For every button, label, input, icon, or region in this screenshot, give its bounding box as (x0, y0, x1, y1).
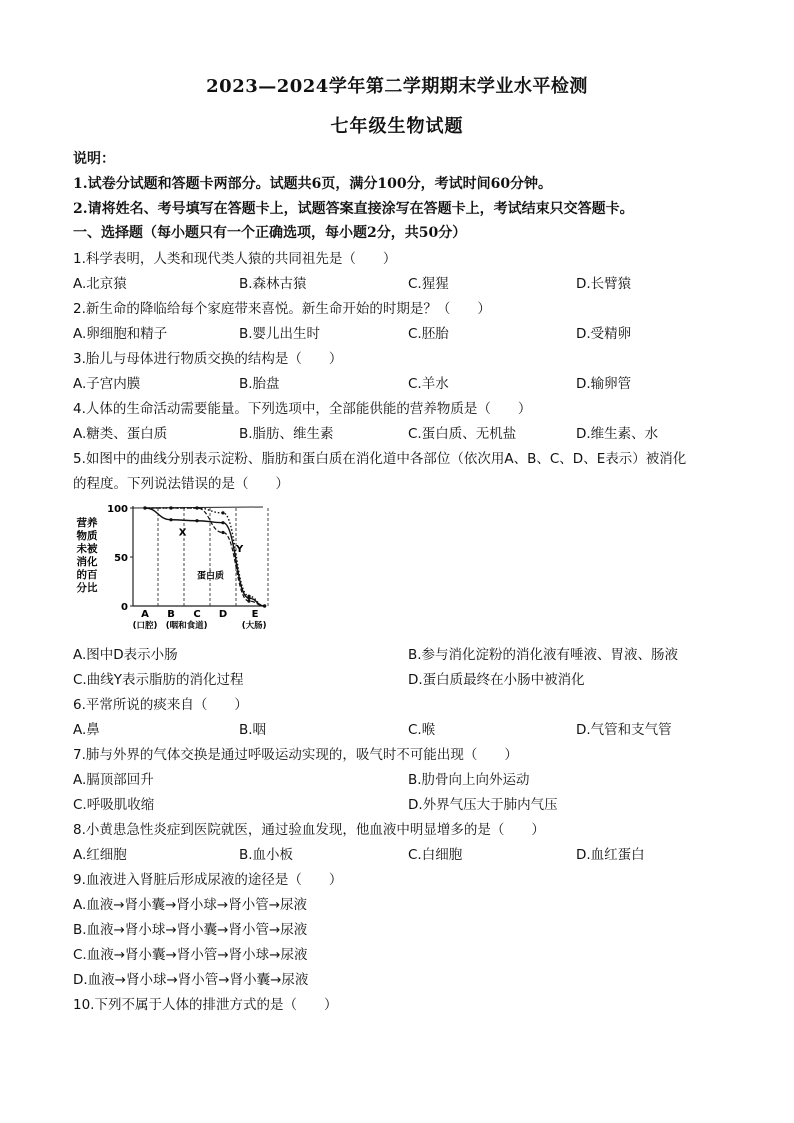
option: C.喉 (408, 722, 436, 738)
option: D.长臂猿 (576, 276, 632, 292)
option: B.参与消化淀粉的消化液有唾液、胃液、肠液 (408, 647, 679, 663)
option: A.鼻 (73, 722, 100, 738)
series-label: Y (236, 544, 244, 556)
option: C.蛋白质、无机盐 (408, 426, 517, 442)
instruction-item-1: 1.试卷分试题和答题卡两部分。试题共6页，满分100分，考试时间60分钟。 (73, 176, 553, 192)
data-point (247, 595, 250, 598)
ylabel-text: 物质 (76, 530, 98, 542)
section-heading: 一、选择题（每小题只有一个正确选项，每小题2分，共50分） (73, 225, 467, 241)
option: B.肋骨向上向外运动 (408, 772, 530, 788)
ylabel-text: 消化 (76, 556, 98, 568)
option: A.糖类、蛋白质 (73, 426, 168, 442)
page-title: 2023—2024学年第二学期期末学业水平检测 (206, 76, 588, 97)
option: D.气管和支气管 (576, 722, 672, 738)
data-point (195, 519, 198, 522)
data-point (221, 511, 224, 514)
instruction-item-2: 2.请将姓名、考号填写在答题卡上，试题答案直接涂写在答题卡上，考试结束只交答题卡。 (73, 201, 634, 217)
question-stem: 1.科学表明，人类和现代类人猿的共同祖先是（ ） (73, 251, 397, 267)
option: C.白细胞 (408, 847, 463, 863)
data-point (221, 531, 224, 534)
chart-ticks (107, 504, 133, 613)
option: B.血液→肾小球→肾小囊→肾小管→尿液 (73, 922, 308, 938)
x-tick-label: B (167, 609, 175, 620)
data-point (263, 604, 266, 607)
series-line (145, 508, 265, 606)
option: B.胎盘 (239, 376, 280, 392)
y-tick-label: 100 (107, 504, 128, 515)
series-line (145, 508, 265, 606)
option: B.脂肪、维生素 (239, 426, 334, 442)
data-point (195, 506, 198, 509)
ylabel-text: 的百 (76, 569, 98, 581)
y-tick-label: 0 (121, 602, 128, 613)
option: C.血液→肾小囊→肾小管→肾小球→尿液 (73, 947, 308, 963)
option: A.卵细胞和精子 (73, 326, 168, 342)
page-subtitle: 七年级生物试题 (330, 116, 464, 137)
question-stem: 7.肺与外界的气体交换是通过呼吸运动实现的，吸气时不可能出现（ ） (73, 747, 518, 763)
option: D.蛋白质最终在小肠中被消化 (408, 672, 585, 688)
option: A.膈顶部回升 (73, 772, 154, 788)
option: C.猩猩 (408, 276, 449, 292)
option: D.输卵管 (576, 376, 632, 392)
x-tick-label: C (193, 609, 201, 620)
data-point (143, 506, 146, 509)
series-label: 蛋白质 (197, 571, 225, 582)
x-note-label: (口腔) (132, 621, 158, 631)
digestion-chart (73, 498, 273, 634)
x-note-label: (大肠) (241, 621, 267, 631)
question-stem: 6.平常所说的痰来自（ ） (73, 697, 248, 713)
option: D.血红蛋白 (576, 847, 645, 863)
data-point (169, 506, 172, 509)
chart-xlabels (133, 609, 267, 631)
question-stem: 3.胎儿与母体进行物质交换的结构是（ ） (73, 351, 343, 367)
option: A.北京猿 (73, 276, 127, 292)
data-point (247, 600, 250, 603)
option: B.咽 (239, 722, 267, 738)
question-stem: 5.如图中的曲线分别表示淀粉、脂肪和蛋白质在消化道中各部位（依次用A、B、C、D、E表示）被消化 (73, 451, 687, 467)
x-tick-label: E (251, 609, 259, 620)
x-tick-label: D (218, 609, 228, 620)
data-point (221, 521, 224, 524)
option: B.森林古猿 (239, 276, 307, 292)
question-stem: 8.小黄患急性炎症到医院就医，通过验血发现，他血液中明显增多的是（ ） (73, 822, 545, 838)
question-stem: 9.血液进入肾脏后形成尿液的途径是（ ） (73, 872, 343, 888)
series-label: X (178, 527, 187, 539)
option: C.羊水 (408, 376, 449, 392)
option: D.外界气压大于肺内气压 (408, 797, 558, 813)
question-stem: 2.新生命的降临给每个家庭带来喜悦。新生命开始的时期是？（ ） (73, 301, 491, 317)
x-tick-label: A (141, 609, 149, 620)
option: C.呼吸肌收缩 (73, 797, 155, 813)
question-stem-continued: 的程度。下列说法错误的是（ ） (73, 476, 289, 492)
ylabel-text: 分比 (76, 582, 98, 594)
option: A.血液→肾小囊→肾小球→肾小管→尿液 (73, 897, 308, 913)
y-tick-label: 50 (114, 553, 128, 564)
instructions-label: 说明： (73, 151, 115, 167)
option: D.受精卵 (576, 326, 632, 342)
series-line (145, 508, 265, 606)
option: B.婴儿出生时 (239, 326, 321, 342)
question-stem: 10.下列不属于人体的排泄方式的是（ ） (73, 997, 338, 1013)
x-note-label: (咽和食道) (165, 621, 208, 631)
option: A.红细胞 (73, 847, 127, 863)
option: A.图中D表示小肠 (73, 647, 178, 663)
data-point (169, 518, 172, 521)
option: C.胚胎 (408, 326, 449, 342)
option: D.血液→肾小球→肾小管→肾小囊→尿液 (73, 972, 309, 988)
ylabel-text: 未被 (76, 543, 98, 555)
chart-ylabel (76, 516, 98, 594)
chart-series (143, 506, 266, 607)
option: D.维生素、水 (576, 426, 659, 442)
option: C.曲线Y表示脂肪的消化过程 (73, 672, 244, 688)
option: A.子宫内膜 (73, 376, 141, 392)
question-stem: 4.人体的生命活动需要能量。下列选项中，全部能供能的营养物质是（ ） (73, 401, 532, 417)
option: B.血小板 (239, 847, 294, 863)
ylabel-text: 营养 (76, 517, 98, 529)
